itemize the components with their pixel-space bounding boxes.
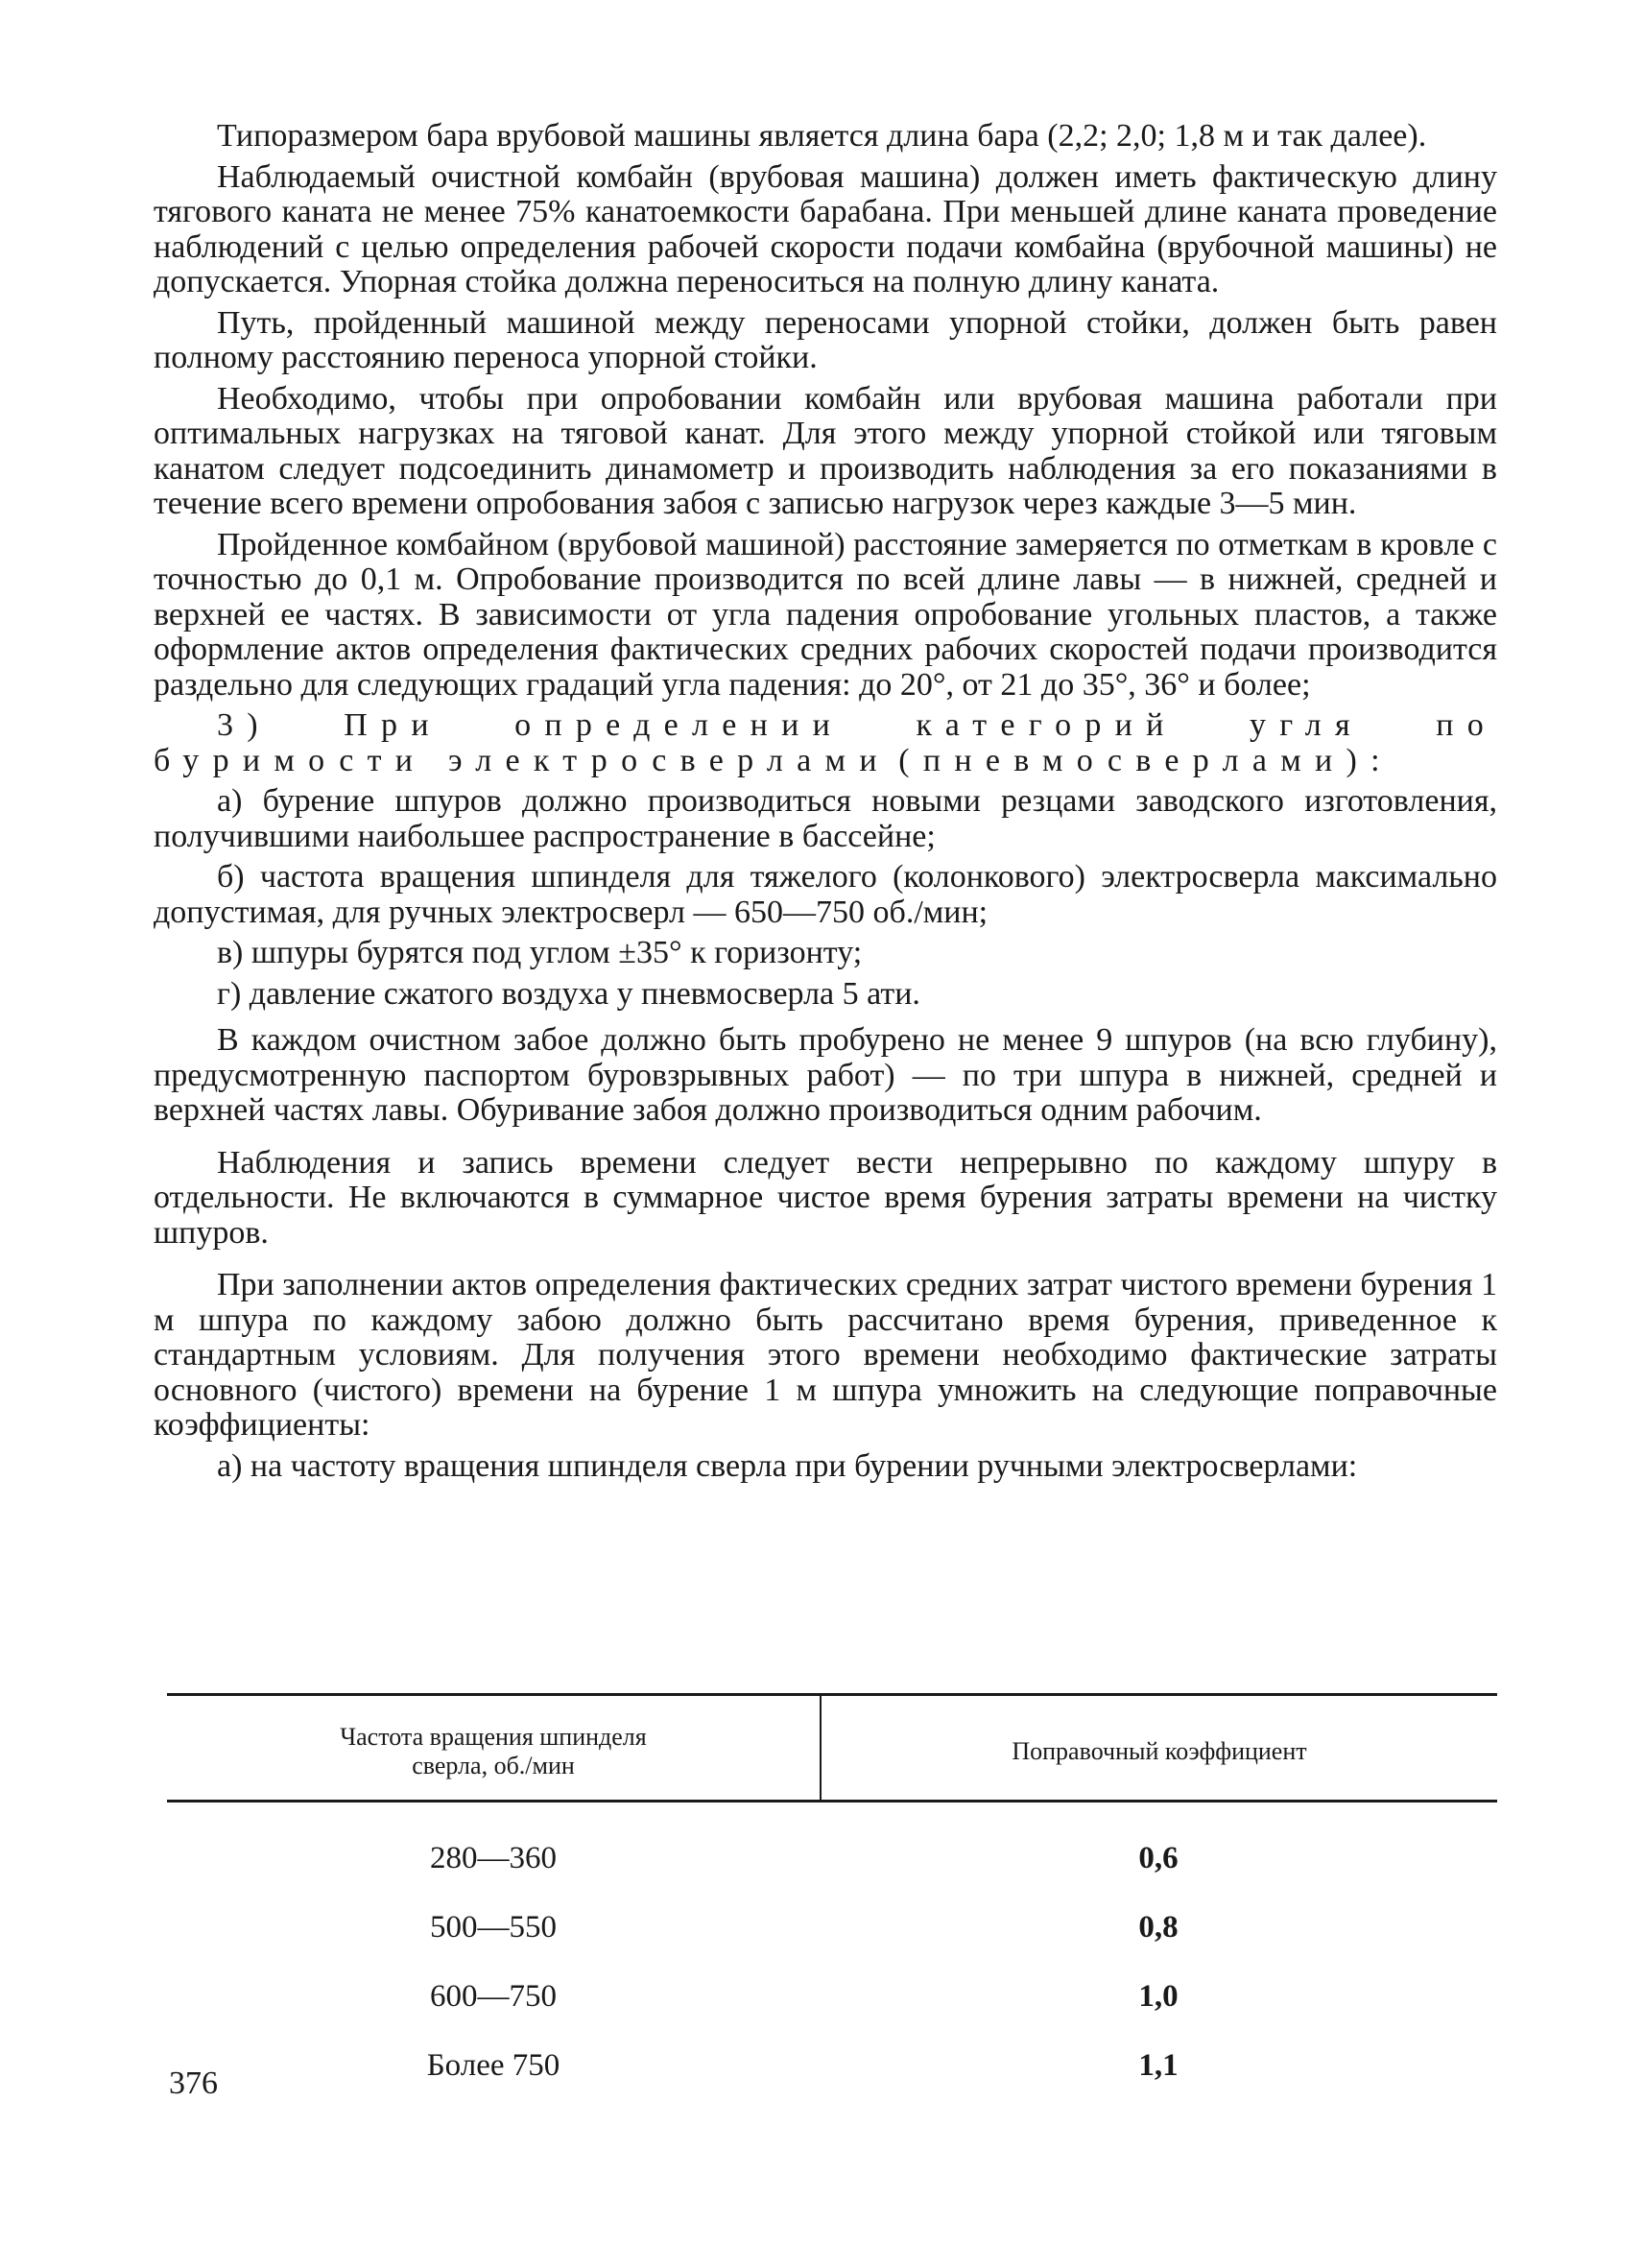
table-row <box>167 1824 1497 1893</box>
paragraph-bar-size: Типоразмером бара врубовой машины является длина бара (2,2; 2,0; 1,8 м и так далее). <box>217 118 1427 154</box>
cell-speed: 500—550 <box>430 1909 557 1945</box>
cell-speed: Более 750 <box>426 2047 560 2083</box>
cell-coefficient: 0,6 <box>1138 1840 1179 1875</box>
cell-speed: 600—750 <box>430 1978 557 2014</box>
correction-table <box>167 1693 1497 2100</box>
paragraph-holes-count: В каждом очистном забое должно быть пробурено не менее 9 шпуров (на всю глубину), предусмотренную паспортом буровзрывных работ) — по три шпура в нижней, средней и верхней частях лавы. Обуривание забоя должно производиться одним рабочим. <box>154 1022 1497 1128</box>
header-col1-line2: сверла, об./мин <box>412 1752 575 1779</box>
paragraph-spindle-speed: а) на частоту вращения шпинделя сверла при бурении ручными электросверлами: <box>217 1447 1358 1484</box>
cell-coefficient: 0,8 <box>1138 1909 1179 1945</box>
paragraph-time-records: Наблюдения и запись времени следует вести непрерывно по каждому шпуру в отдельности. Не включаются в суммарное чистое время бурения затраты времени на чистку шпуров. <box>154 1144 1497 1251</box>
list-item-a: а) бурение шпуров должно производиться новыми резцами заводского изготовления, получившими наибольшее распространение в бассейне; <box>154 783 1497 854</box>
list-item-c: в) шпуры бурятся под углом ±35° к горизонту; <box>217 935 863 970</box>
cell-speed: 280—360 <box>430 1840 557 1875</box>
header-col1-line1: Частота вращения шпинделя <box>340 1723 647 1751</box>
section-3-heading-rest: (пневмосверлами): <box>898 742 1394 778</box>
table-row <box>167 1962 1497 2031</box>
table-header <box>167 1696 1497 1800</box>
paragraph-cable-length: Наблюдаемый очистной комбайн (врубовая машина) должен иметь фактическую длину тягового каната не менее 75% канатоемкости барабана. При меньшей длине каната проведение наблюдений с целью определения рабочей скорости подачи комбайна (врубочной машины) не допускается. Упорная стойка должна переноситься на полную длину каната. <box>154 158 1497 299</box>
cell-coefficient: 1,1 <box>1138 2047 1179 2083</box>
cell-coefficient: 1,0 <box>1138 1978 1179 2014</box>
section-3-heading-text: 3) При определении категорий угля по буримости электросверлами <box>154 707 1497 778</box>
table-row <box>167 2031 1497 2100</box>
header-coefficient: Поправочный коэффициент <box>1012 1737 1307 1765</box>
section-3-heading <box>154 708 1497 778</box>
table-row <box>167 1893 1497 1962</box>
table-header-rule <box>167 1800 1497 1802</box>
document-body <box>154 119 1497 1490</box>
list-item-b: б) частота вращения шпинделя для тяжелого (колонкового) электросверла максимально допустимая, для ручных электросверл — 650—750 об./мин; <box>154 859 1497 930</box>
paragraph-distance: Пройденное комбайном (врубовой машиной) расстояние замеряется по отметкам в кровле с точностью до 0,1 м. Опробование производится по всей длине лавы — в нижней, средней и верхней ее частях. В зависимости от угла падения опробование угольных пластов, а также оформление актов определения фактических средних рабочих скоростей подачи производится раздельно для следующих градаций угла падения: до 20°, от 21 до 35°, 36° и более; <box>154 526 1497 703</box>
page-number: 376 <box>169 2065 218 2101</box>
paragraph-coefficients: При заполнении актов определения фактических средних затрат чистого времени бурения 1 м шпура по каждому забою должно быть рассчитано время бурения, приведенное к стандартным условиям. Для получения этого времени необходимо фактические затраты основного (чистого) времени на бурение 1 м шпура умножить на следующие поправочные коэффициенты: <box>154 1267 1498 1443</box>
paragraph-path: Путь, пройденный машиной между переносами упорной стойки, должен быть равен полному расстоянию переноса упорной стойки. <box>154 304 1497 375</box>
header-spindle-speed <box>167 1696 822 1800</box>
paragraph-load: Необходимо, чтобы при опробовании комбайн или врубовая машина работали при оптимальных нагрузках на тяговой канат. Для этого между упорной стойкой или тяговым канатом следует подсоединить динамометр и производить наблюдения за его показаниями в течение всего времени опробования забоя с записью нагрузок через каждые 3—5 мин. <box>154 380 1497 521</box>
list-item-d: г) давление сжатого воздуха у пневмосверла 5 ати. <box>217 975 920 1012</box>
